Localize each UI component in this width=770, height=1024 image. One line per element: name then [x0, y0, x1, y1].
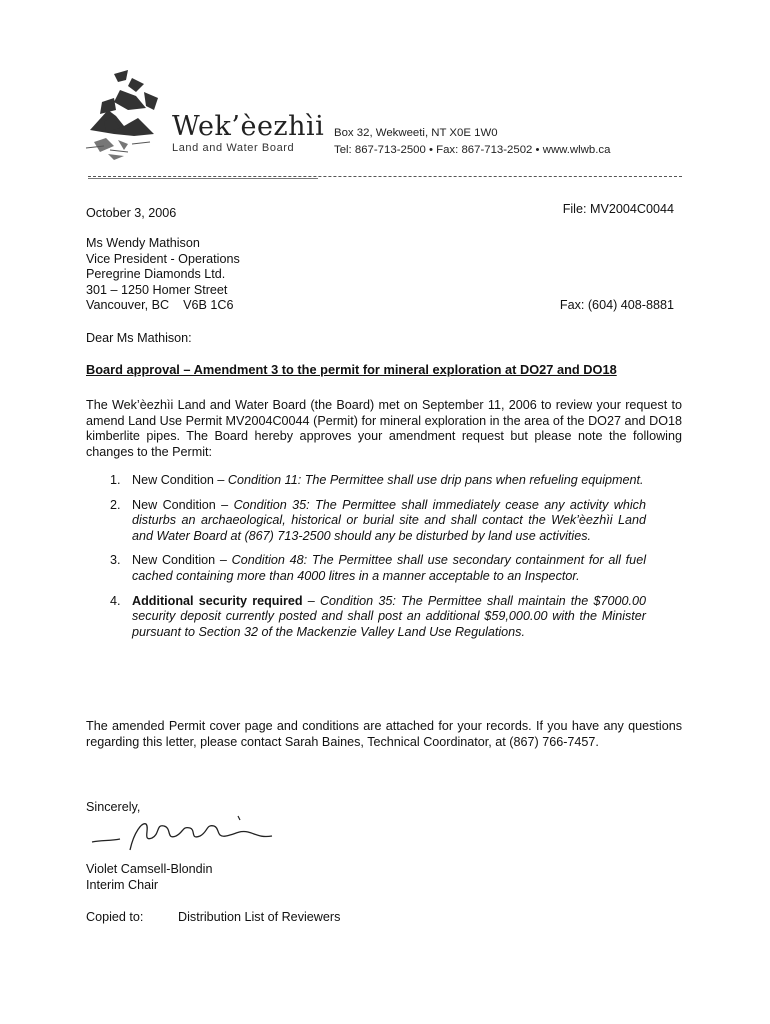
- list-item-dash: –: [302, 593, 320, 608]
- list-item: [86, 553, 646, 584]
- signer-name: Violet Camsell-Blondin: [86, 862, 213, 876]
- intro-paragraph: The Wek’èezhìi Land and Water Board (the Board) met on September 11, 2006 to review your request to amend Land Use Permit MV2004C0044 (Permit) for mineral exploration in the area of the DO27 and DO18 kimberlite pipes. The Board hereby approves your amendment request but please note the following changes to the Permit:: [86, 398, 682, 459]
- handwritten-signature-icon: [90, 812, 280, 856]
- copied-recipients: Distribution List of Reviewers: [178, 910, 341, 924]
- list-item-condition: Condition 11: The Permittee shall use drip pans when refueling equipment.: [227, 473, 644, 487]
- list-item-number: 4.: [110, 593, 121, 608]
- permit-changes-list: [86, 473, 646, 649]
- copied-label: Copied to:: [86, 910, 144, 924]
- letter-date: October 3, 2006: [86, 206, 177, 220]
- list-item-lead: Additional security required: [132, 593, 303, 608]
- list-item-condition: Condition 48: The Permittee shall use secondary containment for all fuel cached containing more than 4000 litres in a manner acceptable to an Inspector.: [132, 553, 646, 583]
- list-item-number: 3.: [110, 553, 121, 568]
- recipient-address: [86, 236, 240, 314]
- recipient-city: Vancouver, BC V6B 1C6: [86, 298, 234, 313]
- salutation: Dear Ms Mathison:: [86, 331, 192, 345]
- org-subtitle: Land and Water Board: [172, 142, 295, 154]
- sign-off: Sincerely,: [86, 800, 141, 814]
- list-item-condition: Condition 35: The Permittee shall maintain the $7000.00 security deposit currently posted and shall post an additional $59,000.00 with the Minister pursuant to Section 32 of the Mackenzie Valley Land Use Regulations.: [132, 593, 646, 639]
- list-item: [86, 473, 646, 489]
- recipient-company: Peregrine Diamonds Ltd.: [86, 267, 226, 282]
- org-address: Box 32, Wekweeti, NT X0E 1W0: [334, 127, 498, 139]
- recipient-fax: Fax: (604) 408-8881: [559, 298, 674, 312]
- list-item-dash: –: [215, 553, 232, 568]
- file-number: File: MV2004C0044: [562, 202, 674, 216]
- recipient-name: Ms Wendy Mathison: [86, 236, 200, 250]
- letterhead-divider-accent: [88, 178, 318, 179]
- letterhead-divider: [88, 176, 682, 177]
- list-item-dash: –: [215, 497, 234, 512]
- signer-title: Interim Chair: [86, 877, 159, 892]
- list-item-lead: New Condition: [132, 553, 216, 568]
- list-item: [86, 594, 646, 641]
- board-logo-icon: [84, 70, 166, 160]
- recipient-street: 301 – 1250 Homer Street: [86, 282, 228, 297]
- list-item-number: 2.: [110, 497, 121, 512]
- list-item-condition: Condition 35: The Permittee shall immediately cease any activity which disturbs an archaeological, historical or burial site and shall contact the Wek’èezhìi Land and Water Board at (867) 713-2500 should any be disturbed by land use activities.: [132, 497, 646, 543]
- org-name: Wek’èezhìi: [172, 111, 325, 142]
- recipient-title: Vice President - Operations: [86, 251, 240, 266]
- closing-paragraph: The amended Permit cover page and conditions are attached for your records. If you have any questions regarding this letter, please contact Sarah Baines, Technical Coordinator, at (867) 766-7457.: [86, 719, 682, 749]
- list-item-number: 1.: [110, 473, 121, 487]
- letter-subject: Board approval – Amendment 3 to the permit for mineral exploration at DO27 and DO18: [86, 362, 617, 377]
- list-item-lead: New Condition: [132, 497, 216, 512]
- list-item-dash: –: [213, 473, 228, 487]
- signer-block: [86, 862, 212, 893]
- list-item-lead: New Condition: [132, 473, 214, 487]
- org-contact: Tel: 867-713-2500 • Fax: 867-713-2502 • www.wlwb.ca: [334, 144, 611, 156]
- list-item: [86, 498, 646, 545]
